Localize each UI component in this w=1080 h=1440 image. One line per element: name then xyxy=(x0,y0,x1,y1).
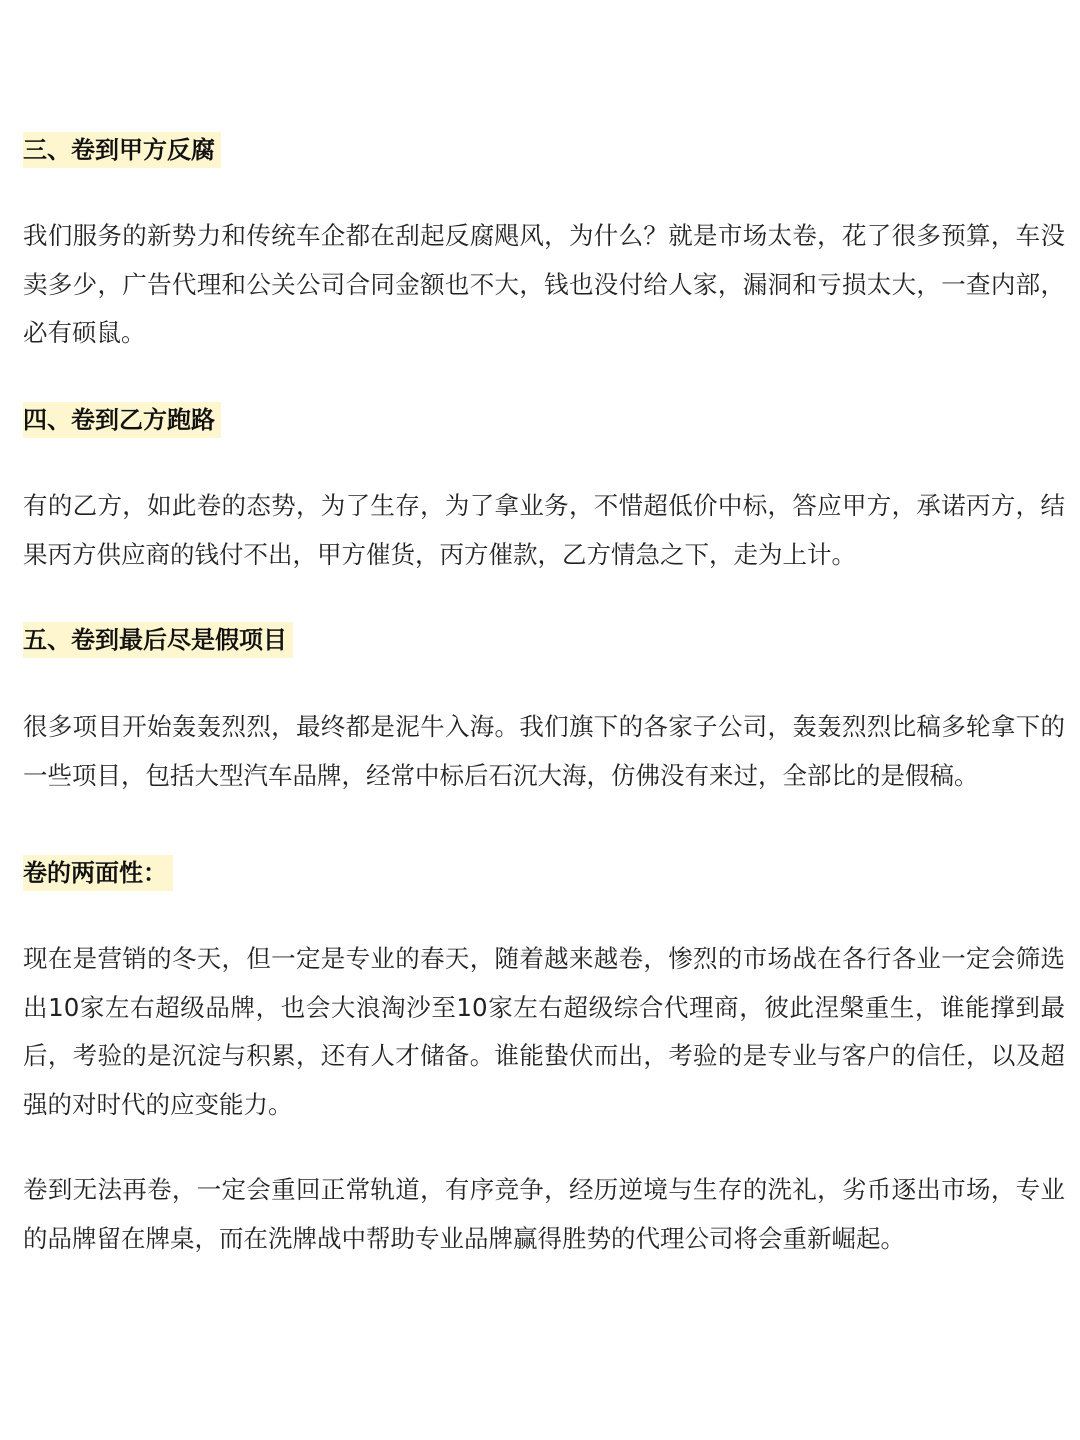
heading-text: 三、卷到甲方反腐 xyxy=(23,132,221,168)
section-paragraph-5: 很多项目开始轰轰烈烈，最终都是泥牛入海。我们旗下的各家子公司，轰轰烈烈比稿多轮拿下的一些项目，包括大型汽车品牌，经常中标后石沉大海，仿佛没有来过，全部比的是假稿。 xyxy=(23,712,1065,790)
conclusion-heading xyxy=(23,853,177,893)
section-paragraph-3: 我们服务的新势力和传统车企都在刮起反腐飓风，为什么？就是市场太卷，花了很多预算，车没卖多少，广告代理和公关公司合同金额也不大，钱也没付给人家，漏洞和亏损太大，一查内部，必有硕鼠。 xyxy=(23,221,1065,347)
heading-text: 卷的两面性： xyxy=(23,855,173,891)
section-paragraph-4: 有的乙方，如此卷的态势，为了生存，为了拿业务，不惜超低价中标，答应甲方，承诺丙方，结果丙方供应商的钱付不出，甲方催货，丙方催款，乙方情急之下，走为上计。 xyxy=(23,491,1065,569)
section-heading-3 xyxy=(23,130,225,170)
conclusion-paragraph-1: 现在是营销的冬天，但一定是专业的春天，随着越来越卷，惨烈的市场战在各行各业一定会筛选出10家左右超级品牌，也会大浪淘沙至10家左右超级综合代理商，彼此涅槃重生，谁能撑到最后，考验的是沉淀与积累，还有人才储备。谁能蛰伏而出，考验的是专业与客户的信任，以及超强的对时代的应变能力。 xyxy=(23,944,1065,1119)
conclusion-paragraph-2: 卷到无法再卷，一定会重回正常轨道，有序竞争，经历逆境与生存的洗礼，劣币逐出市场，专业的品牌留在牌桌，而在洗牌战中帮助专业品牌赢得胜势的代理公司将会重新崛起。 xyxy=(23,1175,1065,1253)
heading-text: 五、卷到最后尽是假项目 xyxy=(23,622,293,658)
section-heading-4 xyxy=(23,400,225,440)
heading-text: 四、卷到乙方跑路 xyxy=(23,402,221,438)
section-heading-5 xyxy=(23,620,297,660)
